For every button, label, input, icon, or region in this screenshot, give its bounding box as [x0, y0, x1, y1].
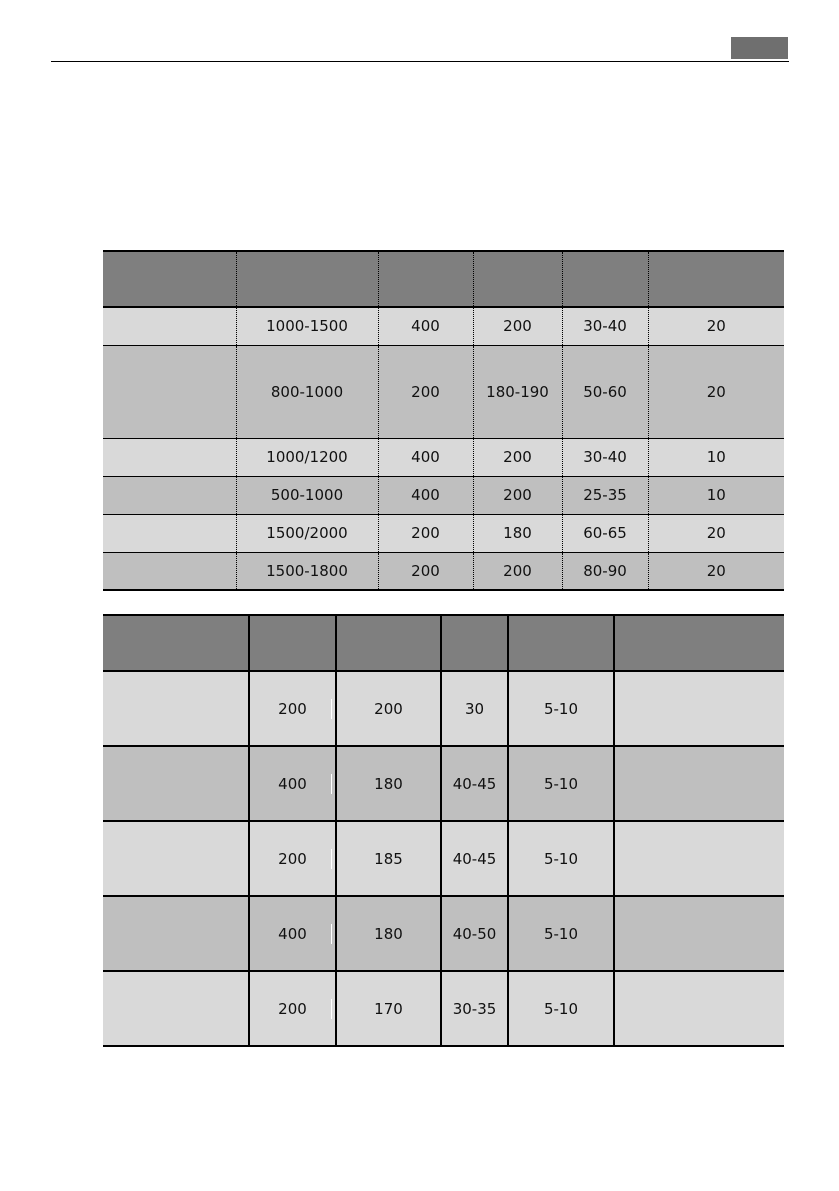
table-cell: 80-90: [562, 552, 648, 590]
table-cell: 800-1000: [236, 345, 378, 438]
table-cell: [103, 671, 249, 746]
table-cell: [103, 896, 249, 971]
table-cell: 5-10: [508, 971, 614, 1046]
page-number-tab: [731, 37, 788, 59]
table-row: [103, 476, 784, 514]
cooking-table-1: [103, 250, 784, 591]
table-cell: 400: [378, 476, 473, 514]
header-cell: [378, 251, 473, 307]
table-row: [103, 821, 784, 896]
table-cell: 400: [249, 746, 336, 821]
table-cell: 200: [249, 971, 336, 1046]
table-cell: [103, 821, 249, 896]
table-row: [103, 552, 784, 590]
table-cell: 500-1000: [236, 476, 378, 514]
table-cell: 30-40: [562, 438, 648, 476]
header-cell: [508, 615, 614, 671]
table-row: [103, 671, 784, 746]
table-cell: [103, 345, 236, 438]
table-cell: 200: [249, 671, 336, 746]
table-cell: 20: [648, 345, 784, 438]
header-cell: [249, 615, 336, 671]
table-cell: [614, 971, 784, 1046]
table-cell: 5-10: [508, 671, 614, 746]
header-cell: [562, 251, 648, 307]
table-cell: [103, 438, 236, 476]
table-cell: 30: [441, 671, 508, 746]
table-cell: 10: [648, 438, 784, 476]
table-cell: 180-190: [473, 345, 562, 438]
table-cell: 25-35: [562, 476, 648, 514]
table-cell: [103, 746, 249, 821]
table-cell: 200: [249, 821, 336, 896]
table-row: [103, 345, 784, 438]
table-cell: 200: [378, 514, 473, 552]
table-row: [103, 746, 784, 821]
table-cell: 5-10: [508, 821, 614, 896]
cooking-table-2: [103, 614, 784, 1047]
header-cell: [473, 251, 562, 307]
table-cell: [614, 896, 784, 971]
table-cell: 180: [336, 896, 441, 971]
table-cell: [614, 821, 784, 896]
table-cell: 40-50: [441, 896, 508, 971]
table-cell: 200: [336, 671, 441, 746]
table-cell: 180: [336, 746, 441, 821]
table-cell: 400: [249, 896, 336, 971]
table-cell: 200: [473, 307, 562, 345]
table-cell: 200: [473, 438, 562, 476]
table-cell: 200: [473, 476, 562, 514]
table-cell: 40-45: [441, 821, 508, 896]
table-cell: 1000-1500: [236, 307, 378, 345]
table-cell: 20: [648, 514, 784, 552]
table-cell: [103, 307, 236, 345]
table-cell: 20: [648, 552, 784, 590]
table-cell: 40-45: [441, 746, 508, 821]
header-cell: [336, 615, 441, 671]
table-row: [103, 514, 784, 552]
table-header-row: [103, 251, 784, 307]
table-cell: 200: [378, 345, 473, 438]
table-cell: 200: [378, 552, 473, 590]
table-cell: 185: [336, 821, 441, 896]
table-cell: 20: [648, 307, 784, 345]
table-cell: [103, 552, 236, 590]
table-header-row: [103, 615, 784, 671]
table-cell: [103, 971, 249, 1046]
table-cell: 200: [473, 552, 562, 590]
table-cell: 170: [336, 971, 441, 1046]
table-cell: 180: [473, 514, 562, 552]
table-cell: 5-10: [508, 746, 614, 821]
table-cell: 30-40: [562, 307, 648, 345]
header-cell: [614, 615, 784, 671]
header-cell: [648, 251, 784, 307]
header-cell: [103, 615, 249, 671]
table-cell: [614, 671, 784, 746]
table-row: [103, 438, 784, 476]
table-row: [103, 896, 784, 971]
table-cell: [614, 746, 784, 821]
table-cell: 10: [648, 476, 784, 514]
table-cell: 400: [378, 438, 473, 476]
header-cell: [236, 251, 378, 307]
table-cell: 400: [378, 307, 473, 345]
table-cell: 30-35: [441, 971, 508, 1046]
table-cell: 1000/1200: [236, 438, 378, 476]
table-cell: 1500-1800: [236, 552, 378, 590]
table-cell: 5-10: [508, 896, 614, 971]
header-cell: [103, 251, 236, 307]
table-cell: 50-60: [562, 345, 648, 438]
table-cell: [103, 476, 236, 514]
table-cell: [103, 514, 236, 552]
table-cell: 60-65: [562, 514, 648, 552]
table-row: [103, 971, 784, 1046]
header-cell: [441, 615, 508, 671]
table-row: [103, 307, 784, 345]
header-rule: [51, 61, 789, 62]
table-cell: 1500/2000: [236, 514, 378, 552]
